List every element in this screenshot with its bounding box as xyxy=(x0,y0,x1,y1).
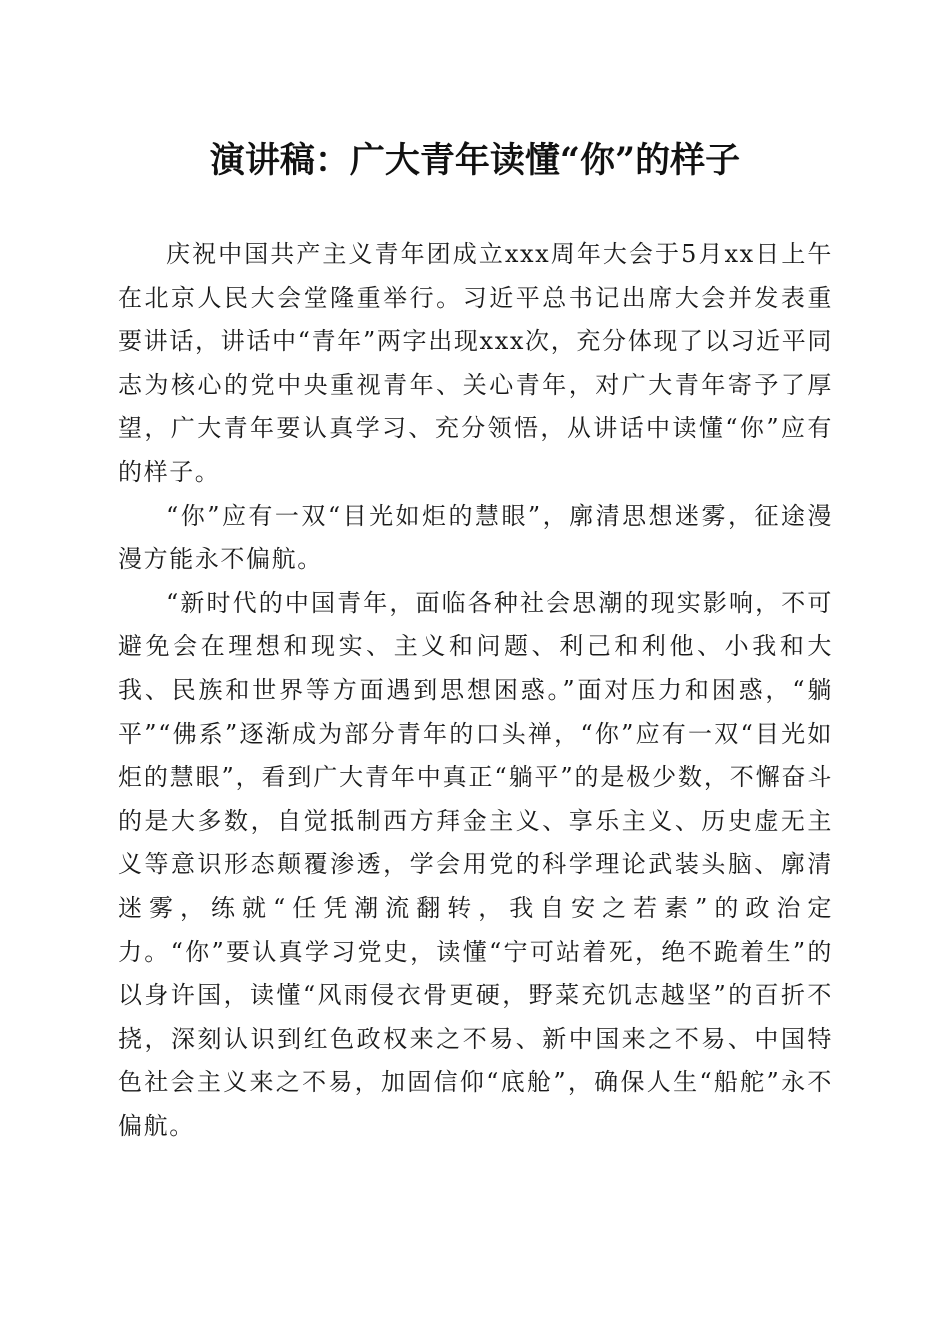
page-title: 演讲稿：广大青年读懂“你”的样子 xyxy=(209,140,741,181)
document-body xyxy=(118,233,833,1148)
paragraph: 庆祝中国共产主义青年团成立xxx周年大会于5月xx日上午在北京人民大会堂隆重举行。习近平总书记出席大会并发表重要讲话，讲话中“青年”两字出现xxx次，充分体现了以习近平同志为核心的党中央重视青年、关心青年，对广大青年寄予了厚望，广大青年要认真学习、充分领悟，从讲话中读懂“你”应有的样子。 xyxy=(118,240,833,486)
paragraph: “你”应有一双“目光如炬的慧眼”，廓清思想迷雾，征途漫漫方能永不偏航。 xyxy=(118,501,833,574)
paragraph: “新时代的中国青年，面临各种社会思潮的现实影响，不可避免会在理想和现实、主义和问题、利己和利他、小我和大我、民族和世界等方面遇到思想困惑。”面对压力和困惑，“躺平”“佛系”逐渐成为部分青年的口头禅，“你”应有一双“目光如炬的慧眼”，看到广大青年中真正“躺平”的是极少数，不懈奋斗的是大多数，自觉抵制西方拜金主义、享乐主义、历史虚无主义等意识形态颠覆渗透，学会用党的科学理论武装头脑、廓清迷雾，练就“任凭潮流翻转，我自安之若素”的政治定力。“你”要认真学习党史，读懂“宁可站着死，绝不跪着生”的以身许国，读懂“风雨侵衣骨更硬，野菜充饥志越坚”的百折不挠，深刻认识到红色政权来之不易、新中国来之不易、中国特色社会主义来之不易，加固信仰“底舱”，确保人生“船舵”永不偏航。 xyxy=(118,588,833,1140)
